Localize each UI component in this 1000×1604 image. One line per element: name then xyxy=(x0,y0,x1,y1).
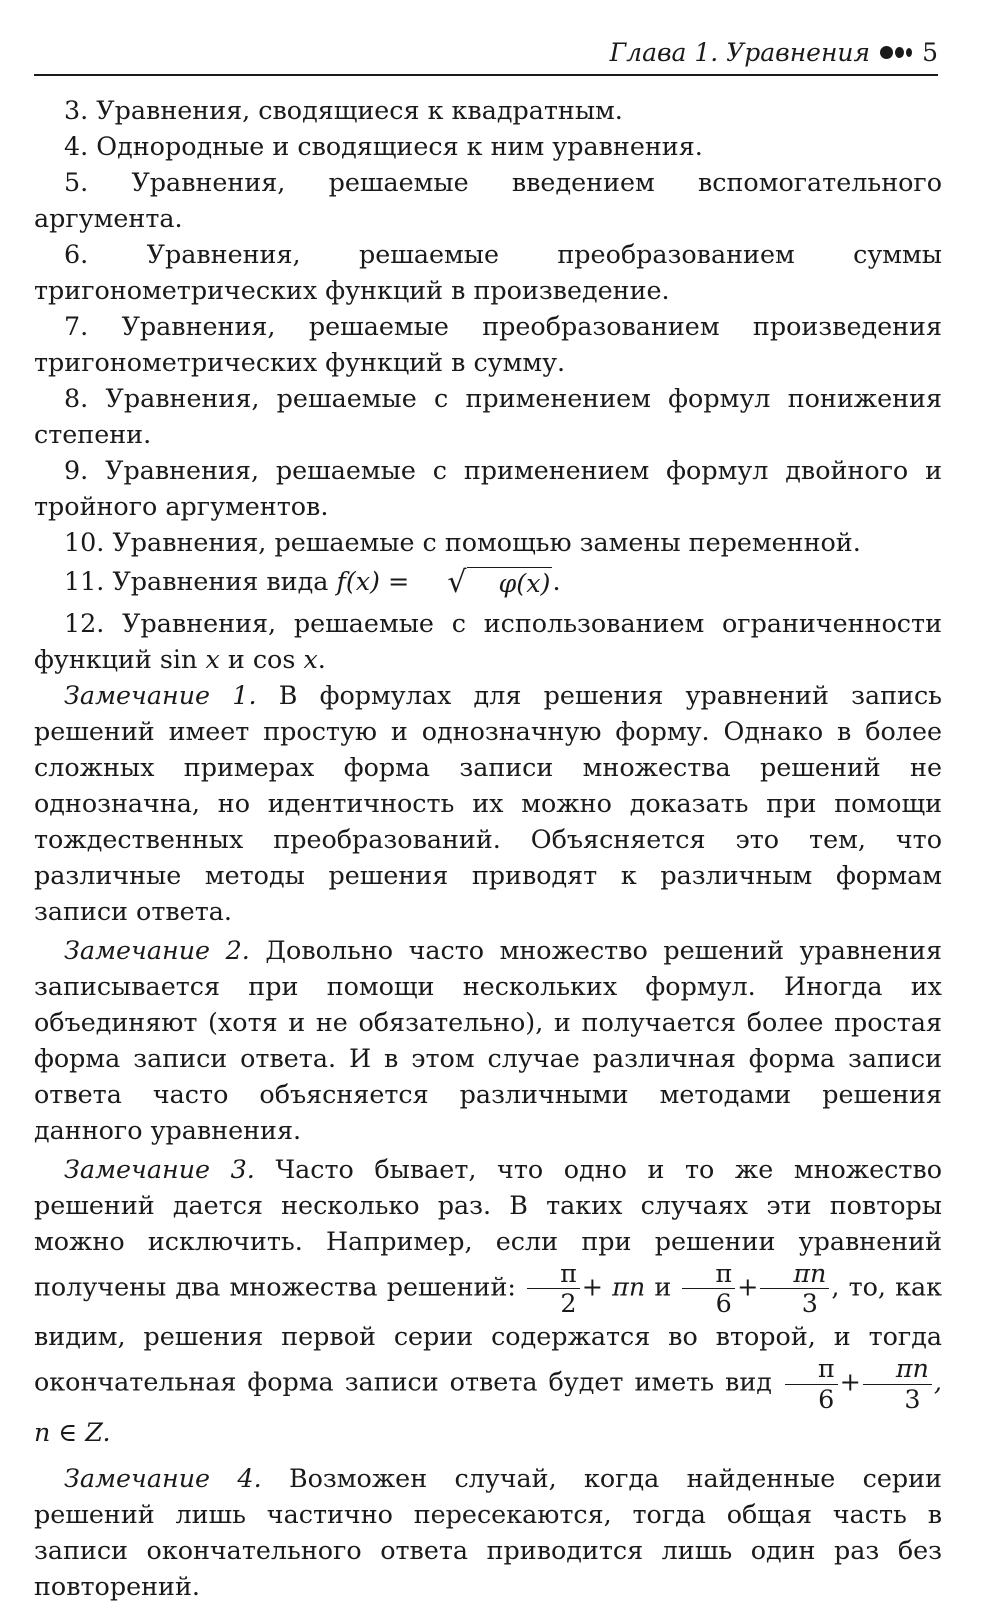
remark-text: , то, как видим, решения первой серии содержатся во второй, и тогда окончательная форма записи ответа будет иметь вид xyxy=(34,1271,942,1398)
fraction xyxy=(527,1259,580,1318)
var-x: x xyxy=(205,644,220,674)
var-x: x xyxy=(303,644,318,674)
fraction-numerator: π xyxy=(785,1354,838,1384)
list-item xyxy=(34,605,942,677)
remark-label: Замечание 4. xyxy=(64,1462,262,1493)
plus-sign: + xyxy=(839,1367,861,1398)
fraction xyxy=(760,1259,829,1318)
fraction-denominator: 3 xyxy=(904,1383,921,1414)
remark-text: Довольно часто множество решений уравнения записывается при помощи нескольких формул. Иногда их объединяют (хотя и не обязательно), и получается более простая форма записи ответа. И в этом случае различная форма записи ответа часто объясняется различными методами решения данного уравнения. xyxy=(34,935,942,1145)
remark-paragraph xyxy=(34,1151,942,1450)
list-item: 6. Уравнения, решаемые преобразованием суммы тригонометрических функций в произведение. xyxy=(34,239,942,305)
remark-paragraph xyxy=(34,677,942,929)
radical-icon: √ xyxy=(447,565,467,600)
fraction xyxy=(785,1354,838,1413)
list-item: 8. Уравнения, решаемые с применением формул понижения степени. xyxy=(34,383,942,449)
list-item: 9. Уравнения, решаемые с применением формул двойного и тройного аргументов. xyxy=(34,455,942,521)
fraction xyxy=(682,1259,735,1318)
fraction-numerator: π xyxy=(682,1259,735,1289)
fraction xyxy=(863,1354,932,1413)
remark-paragraph xyxy=(34,932,942,1148)
page-number: 5 xyxy=(922,37,938,67)
fraction-denominator: 3 xyxy=(801,1288,818,1319)
formula-term: + πn xyxy=(581,1271,646,1302)
item-12-text: 12. Уравнения, решаемые с использованием ограниченности функций sin xyxy=(34,608,942,674)
list-item: 5. Уравнения, решаемые введением вспомогательного аргумента. xyxy=(34,167,942,233)
fraction-denominator: 6 xyxy=(715,1288,732,1319)
remark-label: Замечание 1. xyxy=(64,680,257,710)
list-item: 7. Уравнения, решаемые преобразованием произведения тригонометрических функций в сумму. xyxy=(34,311,942,377)
list-item: 3. Уравнения, сводящиеся к квадратным. xyxy=(64,95,623,125)
remark-paragraph xyxy=(34,1460,942,1604)
item-12-and: и cos xyxy=(227,644,296,674)
item-12-end: . xyxy=(317,644,326,674)
formula-lhs: f(x) = xyxy=(336,566,410,596)
remark-text: Возможен случай, когда найденные серии решений лишь частично пересекаются, тогда общая часть в записи окончательного ответа приводится лишь один раз без повторений. xyxy=(34,1462,942,1601)
sqrt-formula xyxy=(417,567,552,599)
bullet-dots-icon xyxy=(880,46,914,59)
fraction-numerator: πn xyxy=(863,1354,932,1384)
item-11-text: 11. Уравнения вида xyxy=(64,566,329,596)
radicand: φ(x) xyxy=(467,567,553,599)
chapter-title: Глава 1. Уравнения xyxy=(609,37,871,67)
formula-tail: , n ∈ Z. xyxy=(34,1367,942,1447)
remark-text: Часто бывает, что одно и то же множество решений дается несколько раз. В таких случаях эти повторы можно исключить. Например, если при решении уравнений получены два множества решений: xyxy=(34,1154,943,1302)
fraction-numerator: πn xyxy=(760,1259,829,1289)
list-item: 10. Уравнения, решаемые с помощью замены переменной. xyxy=(64,527,861,557)
plus-sign: + xyxy=(737,1271,759,1302)
fraction-denominator: 6 xyxy=(818,1383,835,1414)
remark-text: В формулах для решения уравнений запись решений имеет простую и однозначную форму. Однако в более сложных примерах форма записи множества решений не однозначна, но идентичность их можно доказать при помощи тождественных преобразований. Объясняется это тем, что различные методы решения приводят к различным формам записи ответа. xyxy=(34,680,943,926)
running-header xyxy=(34,30,938,76)
list-item: 4. Однородные и сводящиеся к ним уравнения. xyxy=(64,131,703,161)
body-text xyxy=(34,92,942,1604)
conjunction: и xyxy=(654,1271,672,1302)
remark-label: Замечание 3. xyxy=(64,1154,255,1184)
item-11-end: . xyxy=(552,566,561,596)
remark-label: Замечание 2. xyxy=(64,935,250,965)
fraction-denominator: 2 xyxy=(560,1288,577,1319)
fraction-numerator: π xyxy=(527,1259,580,1289)
list-item xyxy=(34,560,942,602)
